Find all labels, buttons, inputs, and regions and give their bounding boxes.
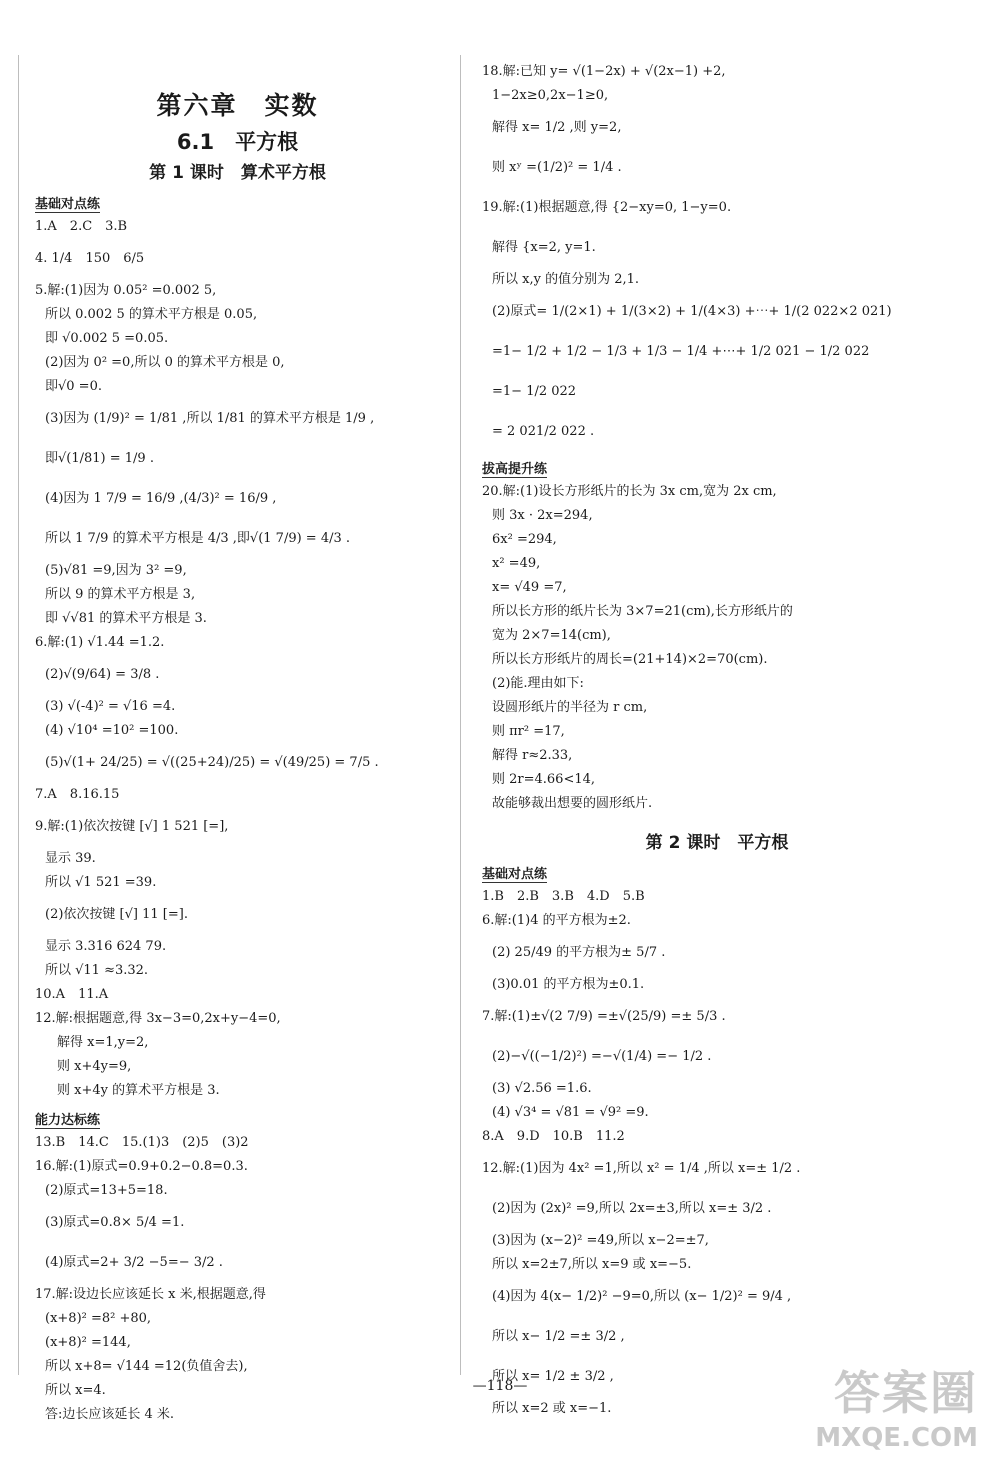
answer-line: 即 √0.002 5 =0.05.	[45, 331, 169, 346]
answer-line: 所以 x=2 或 x=−1.	[492, 1401, 612, 1416]
answer-line: 13.B 14.C 15.(1)3 (2)5 (3)2	[35, 1135, 249, 1150]
answer-line: 宽为 2×7=14(cm),	[492, 628, 611, 643]
left-margin-line	[18, 55, 19, 1375]
answer-line: (3)原式=0.8× 5/4 =1.	[45, 1215, 185, 1230]
answer-line: 5.解:(1)因为 0.05² =0.002 5,	[35, 283, 217, 298]
answer-line: (3)0.01 的平方根为±0.1.	[492, 977, 645, 992]
section-heading: 拔高提升练	[482, 458, 547, 478]
answer-line: (x+8)² =144,	[45, 1335, 131, 1350]
answer-line: 设圆形纸片的半径为 r cm,	[492, 700, 648, 715]
answer-line: 所以 √11 ≈3.32.	[45, 963, 149, 978]
answer-line: 6x² =294,	[492, 532, 557, 547]
answer-line: x= √49 =7,	[492, 580, 567, 595]
answer-line: 所以 x= 1/2 ± 3/2 ,	[492, 1369, 614, 1384]
answer-line: 则 2r=4.66<14,	[492, 772, 596, 787]
answer-line: 1.B 2.B 3.B 4.D 5.B	[482, 889, 645, 904]
left-column	[35, 60, 440, 1427]
column-divider	[460, 55, 461, 1375]
answer-line: 1−2x≥0,2x−1≥0,	[492, 88, 609, 103]
answer-line: 所以 x=2±7,所以 x=9 或 x=−5.	[492, 1257, 692, 1272]
answer-line: (2)依次按键 [√] 11 [=].	[45, 907, 188, 922]
page-number: —118—	[472, 1378, 528, 1394]
answer-line: 6.解:(1) √1.44 =1.2.	[35, 635, 165, 650]
answer-line: 显示 39.	[45, 851, 96, 866]
answer-line: 所以 9 的算术平方根是 3,	[45, 587, 196, 602]
answer-line: 9.解:(1)依次按键 [√] 1 521 [=],	[35, 819, 229, 834]
answer-line: 则 x+4y=9,	[57, 1059, 132, 1074]
watermark-logo-text: 答案圈	[834, 1366, 978, 1420]
answer-line: 所以 x=4.	[45, 1383, 106, 1398]
answer-line: 12.解:(1)因为 4x² =1,所以 x² = 1/4 ,所以 x=± 1/2 .	[482, 1161, 801, 1176]
answer-line: 所以 x− 1/2 =± 3/2 ,	[492, 1329, 625, 1344]
answer-line: 所以长方形纸片的周长=(21+14)×2=70(cm).	[492, 652, 768, 667]
right-column	[482, 60, 952, 1421]
section-heading: 能力达标练	[35, 1109, 100, 1129]
answer-line: 解得 x=1,y=2,	[57, 1035, 149, 1050]
answer-line: (5)√81 =9,因为 3² =9,	[45, 563, 187, 578]
answer-line: 故能够裁出想要的圆形纸片.	[492, 796, 653, 811]
answer-line: 所以 x,y 的值分别为 2,1.	[492, 272, 640, 287]
answer-line: 即√(1/81) = 1/9 .	[45, 451, 154, 466]
answer-line: 则 xʸ =(1/2)² = 1/4 .	[492, 160, 622, 175]
answer-line: 即√0 =0.	[45, 379, 102, 394]
answer-line: 7.A 8.16.15	[35, 787, 120, 802]
answer-line: (2)因为 (2x)² =9,所以 2x=±3,所以 x=± 3/2 .	[492, 1201, 772, 1216]
answer-line: 解得 r≈2.33,	[492, 748, 573, 763]
answer-line: (4)原式=2+ 3/2 −5=− 3/2 .	[45, 1255, 223, 1270]
section-title: 6.1 平方根	[176, 130, 299, 154]
answer-line: =1− 1/2 + 1/2 − 1/3 + 1/3 − 1/4 +⋯+ 1/2 021 − 1/2 022	[492, 344, 870, 359]
answer-line: 6.解:(1)4 的平方根为±2.	[482, 913, 631, 928]
section-heading: 基础对点练	[482, 863, 547, 883]
answer-line: (2)原式= 1/(2×1) + 1/(3×2) + 1/(4×3) +⋯+ 1/(2 022×2 021)	[492, 304, 892, 319]
answer-line: 17.解:设边长应该延长 x 米,根据题意,得	[35, 1287, 266, 1302]
answer-line: (3) √2.56 =1.6.	[492, 1081, 592, 1096]
answer-line: (2)原式=13+5=18.	[45, 1183, 168, 1198]
answer-line: 显示 3.316 624 79.	[45, 939, 167, 954]
answer-line: (4) √3⁴ = √81 = √9² =9.	[492, 1105, 649, 1120]
right-answers-lesson-1	[482, 60, 952, 816]
answer-line: 4. 1/4 150 6/5	[35, 251, 145, 266]
answer-line: (2)√(9/64) = 3/8 .	[45, 667, 160, 682]
answer-line: (x+8)² =8² +80,	[45, 1311, 152, 1326]
right-answers-lesson-2	[482, 857, 952, 1421]
answer-line: 则 x+4y 的算术平方根是 3.	[57, 1083, 220, 1098]
answer-line: 所以长方形的纸片长为 3×7=21(cm),长方形纸片的	[492, 604, 793, 619]
answer-line: (4)因为 1 7/9 = 16/9 ,(4/3)² = 16/9 ,	[45, 491, 277, 506]
answer-line: 7.解:(1)±√(2 7/9) =±√(25/9) =± 5/3 .	[482, 1009, 726, 1024]
answer-line: (3) √(-4)² = √16 =4.	[45, 699, 176, 714]
answer-line: 则 3x · 2x=294,	[492, 508, 593, 523]
answer-line: x² =49,	[492, 556, 541, 571]
section-heading: 基础对点练	[35, 193, 100, 213]
answer-line: (2)因为 0² =0,所以 0 的算术平方根是 0,	[45, 355, 285, 370]
answer-line: (2)能.理由如下:	[492, 676, 584, 691]
answer-line: (3)因为 (1/9)² = 1/81 ,所以 1/81 的算术平方根是 1/9 ,	[45, 411, 375, 426]
watermark-url: MXQE.COM	[815, 1423, 978, 1453]
watermark-logo	[788, 1357, 978, 1457]
answer-line: (4) √10⁴ =10² =100.	[45, 723, 179, 738]
lesson-1-title: 第 1 课时 算术平方根	[149, 163, 326, 183]
answer-line: 16.解:(1)原式=0.9+0.2−0.8=0.3.	[35, 1159, 248, 1174]
answer-line: (2) 25/49 的平方根为± 5/7 .	[492, 945, 666, 960]
answer-line: 10.A 11.A	[35, 987, 109, 1002]
answer-line: (3)因为 (x−2)² =49,所以 x−2=±7,	[492, 1233, 709, 1248]
answer-line: = 2 021/2 022 .	[492, 424, 595, 439]
answer-line: 答:边长应该延长 4 米.	[45, 1407, 175, 1422]
answer-line: (4)因为 4(x− 1/2)² −9=0,所以 (x− 1/2)² = 9/4 ,	[492, 1289, 792, 1304]
answer-line: 12.解:根据题意,得 3x−3=0,2x+y−4=0,	[35, 1011, 281, 1026]
answer-line: 18.解:已知 y= √(1−2x) + √(2x−1) +2,	[482, 64, 726, 79]
answer-line: =1− 1/2 022	[492, 384, 577, 399]
answer-line: 20.解:(1)设长方形纸片的长为 3x cm,宽为 2x cm,	[482, 484, 777, 499]
lesson-2-title: 第 2 课时 平方根	[645, 833, 789, 853]
answer-line: 1.A 2.C 3.B	[35, 219, 128, 234]
answer-line: 所以 x+8= √144 =12(负值舍去),	[45, 1359, 248, 1374]
answer-line: (2)−√((−1/2)²) =−√(1/4) =− 1/2 .	[492, 1049, 712, 1064]
answer-line: 所以 0.002 5 的算术平方根是 0.05,	[45, 307, 258, 322]
answer-line: 19.解:(1)根据题意,得 {2−xy=0, 1−y=0.	[482, 200, 732, 215]
answer-line: 解得 x= 1/2 ,则 y=2,	[492, 120, 622, 135]
answer-line: 则 πr² =17,	[492, 724, 565, 739]
answer-line: 所以 √1 521 =39.	[45, 875, 157, 890]
answer-line: (5)√(1+ 24/25) = √((25+24)/25) = √(49/25) = 7/5 .	[45, 755, 379, 770]
answer-line: 所以 1 7/9 的算术平方根是 4/3 ,即√(1 7/9) = 4/3 .	[45, 531, 351, 546]
answer-line: 解得 {x=2, y=1.	[492, 240, 596, 255]
chapter-title: 第六章 实数	[156, 91, 319, 120]
answer-line: 8.A 9.D 10.B 11.2	[482, 1129, 625, 1144]
left-answers	[35, 187, 440, 1427]
answer-line: 即 √√81 的算术平方根是 3.	[45, 611, 207, 626]
